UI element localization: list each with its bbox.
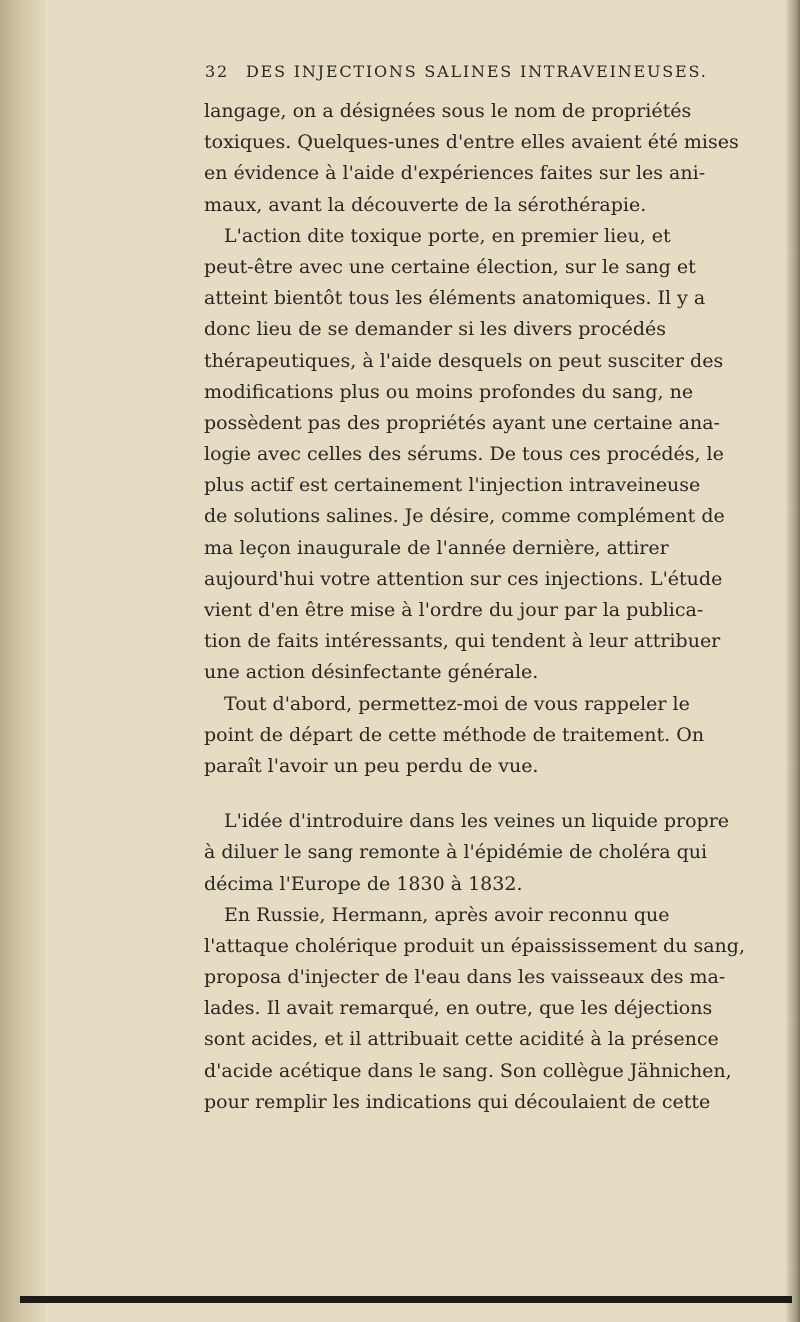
text-line: Tout d'abord, permettez-moi de vous rappeler le [224,692,690,715]
text-line: modifications plus ou moins profondes du sang, ne [204,380,694,403]
text-line: ma leçon inaugurale de l'année dernière, attirer [204,536,669,559]
scan-right-edge [786,0,800,1322]
text-line: de solutions salines. Je désire, comme complément de [204,505,725,528]
text-line: point de départ de cette méthode de traitement. On [204,723,705,746]
text-line: L'idée d'introduire dans les veines un liquide propre [224,810,730,833]
text-line: lades. Il avait remarqué, en outre, que les déjections [204,997,713,1020]
text-line: donc lieu de se demander si les divers procédés [204,318,666,341]
text-line: plus actif est certainement l'injection intraveineuse [204,474,701,497]
text-line: maux, avant la découverte de la sérothérapie. [204,193,647,216]
text-line: En Russie, Hermann, après avoir reconnu que [224,903,670,926]
running-title: DES INJECTIONS SALINES INTRAVEINEUSES. [246,62,708,81]
text-line: pour remplir les indications qui découlaient de cette [204,1090,711,1113]
text-line: à diluer le sang remonte à l'épidémie de choléra qui [204,841,708,864]
text-line: décima l'Europe de 1830 à 1832. [204,872,523,895]
text-line: paraît l'avoir un peu perdu de vue. [204,754,539,777]
text-line: proposa d'injecter de l'eau dans les vaisseaux des ma- [204,966,726,989]
text-line: toxiques. Quelques-unes d'entre elles avaient été mises [204,131,739,154]
text-line: aujourd'hui votre attention sur ces injections. L'étude [204,567,723,590]
body-text [204,96,764,1118]
text-line: L'action dite toxique porte, en premier lieu, et [224,224,671,247]
text-line: vient d'en être mise à l'ordre du jour par la publica- [204,599,704,621]
text-line: langage, on a désignées sous le nom de propriétés [204,100,692,122]
text-line: atteint bientôt tous les éléments anatomiques. Il y a [204,287,706,310]
text-line: l'attaque cholérique produit un épaississement du sang, [204,934,745,957]
text-line: possèdent pas des propriétés ayant une certaine ana- [204,411,720,434]
text-line: en évidence à l'aide d'expériences faites sur les ani- [204,162,706,185]
text-line: une action désinfectante générale. [204,661,539,684]
page-header [205,60,765,84]
text-line: d'acide acétique dans le sang. Son collègue Jähnichen, [204,1059,732,1082]
page-number: 32 [205,62,229,81]
text-line: logie avec celles des sérums. De tous ces procédés, le [204,443,724,466]
paragraph-gap [204,782,764,806]
scan-left-edge [0,0,46,1322]
bottom-rule [20,1296,792,1303]
text-line: thérapeutiques, à l'aide desquels on peut susciter des [204,349,724,372]
text-line: tion de faits intéressants, qui tendent à leur attribuer [204,630,721,653]
text-line: peut-être avec une certaine élection, sur le sang et [204,255,696,278]
text-line: sont acides, et il attribuait cette acidité à la présence [204,1028,719,1051]
